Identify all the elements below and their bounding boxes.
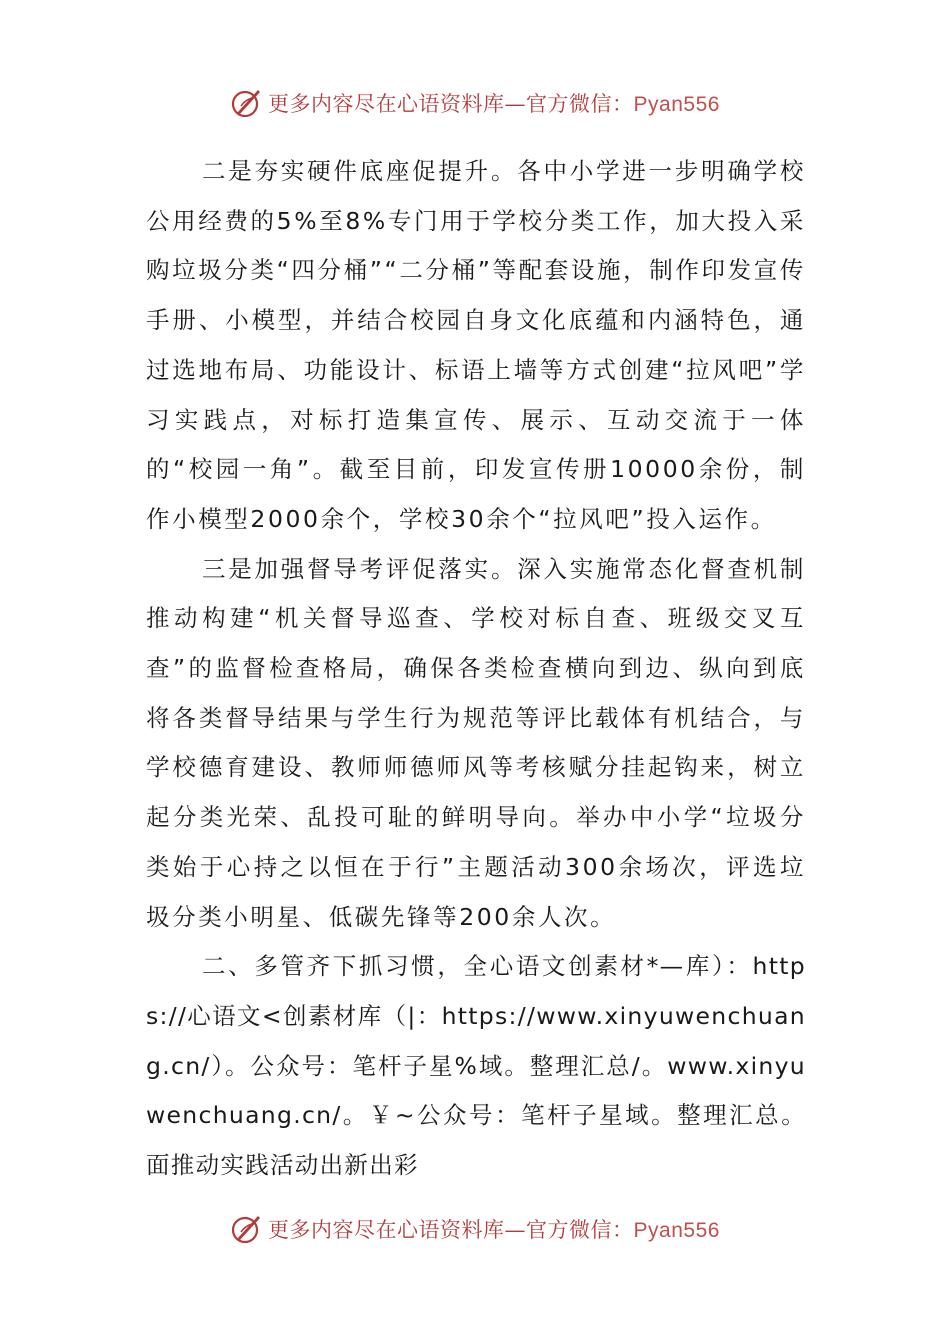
quill-logo-icon [230,1212,264,1246]
quill-logo-icon [230,86,264,120]
banner-text: 更多内容尽在心语资料库—官方微信：Pyan556 [268,92,720,116]
document-body [146,147,806,1191]
banner-handle: Pyan556 [633,1219,720,1242]
paragraph-supervision: 三是加强督导考评促落实。深入实施常态化督查机制推动构建“机关督导巡查、学校对标自查、班级交叉互查”的监督检查格局，确保各类检查横向到边、纵向到底将各类督导结果与学生行为规范等评比载体有机结合，与学校德育建设、教师师德师风等考核赋分挂起钩来，树立起分类光荣、乱投可耻的鲜明导向。举办中小学“垃圾分类始于心持之以恒在于行”主题活动300余场次，评选垃圾分类小明星、低碳先锋等200余人次。 [146,554,806,931]
paragraph-habits: 二、多管齐下抓习惯，全心语文创素材*—库）：https://心语文<创素材库（|：https://www.xinyuwenchuang.cn/）。公众号：笔杆子星%域。整理汇总/。www.xinyuwenchuang.cn/。￥~公众号：笔杆子星域。整理汇总。面推动实践活动出新出彩 [146,952,806,1180]
footer-banner [0,1209,950,1249]
header-banner [0,83,950,123]
banner-handle: Pyan556 [633,93,720,116]
paragraph-hardware: 二是夯实硬件底座促提升。各中小学进一步明确学校公用经费的5%至8%专门用于学校分类工作，加大投入采购垃圾分类“四分桶”“二分桶”等配套设施，制作印发宣传手册、小模型，并结合校园自身文化底蕴和内涵特色，通过选地布局、功能设计、标语上墙等方式创建“拉风吧”学习实践点，对标打造集宣传、展示、互动交流于一体的“校园一角”。截至目前，印发宣传册10000余份，制作小模型2000余个，学校30余个“拉风吧”投入运作。 [146,157,806,533]
banner-text: 更多内容尽在心语资料库—官方微信：Pyan556 [268,1218,720,1242]
